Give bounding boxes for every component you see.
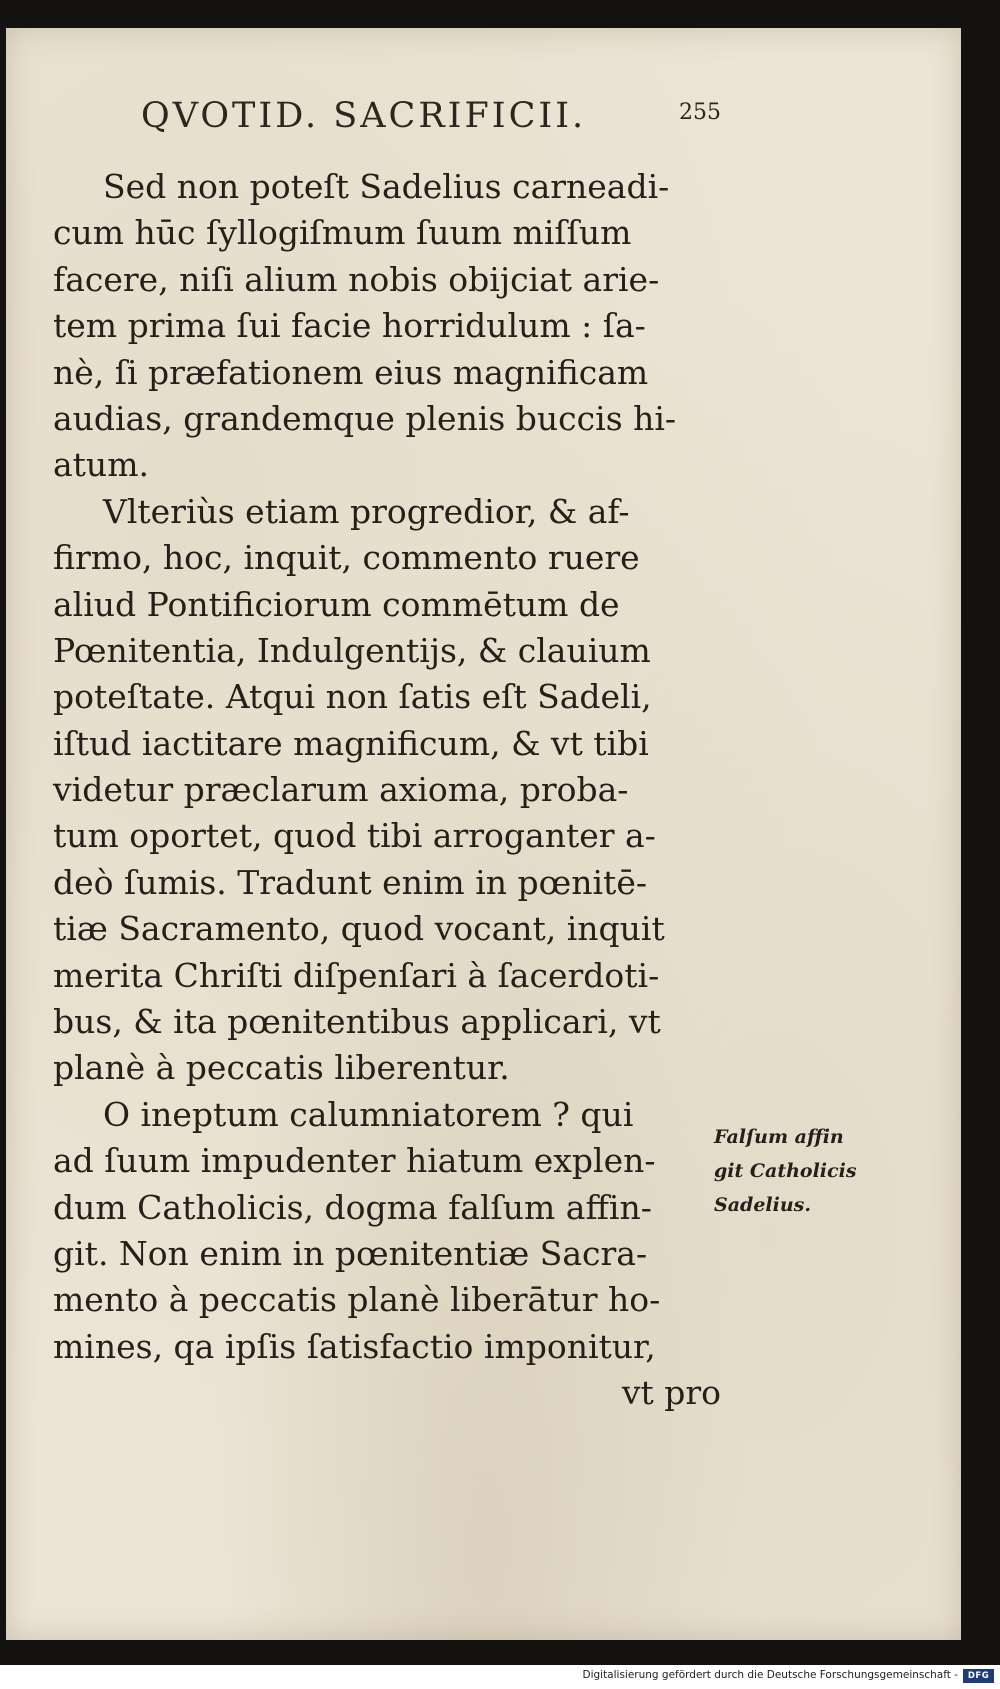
text-line: nè, ſi præfationem eius magnificam: [53, 352, 649, 392]
marginal-note-line: Falſum affin: [714, 1126, 844, 1148]
text-line: facere, niſi alium nobis obijciat arie-: [53, 259, 660, 299]
catchword: vt pro: [621, 1373, 721, 1413]
text-line: poteſtate. Atqui non ſatis eſt Sadeli,: [53, 677, 652, 717]
text-line: firmo, hoc, inquit, commento ruere: [53, 538, 640, 578]
text-line: deò ſumis. Tradunt enim in pœnitē-: [53, 862, 647, 902]
footer-bar: [0, 1665, 1000, 1689]
text-line: mento à peccatis planè liberātur ho-: [53, 1280, 661, 1320]
footer-credit: Digitalisierung gefördert durch die Deutsche Forschungsgemeinschaft -: [582, 1669, 958, 1681]
book-page: [6, 28, 961, 1640]
running-head-title: QVOTID. SACRIFICII.: [141, 96, 587, 136]
marginal-note-line: git Catholicis: [714, 1160, 857, 1182]
text-line: Sed non poteſt Sadelius carneadi-: [103, 167, 670, 206]
text-line: mines, qa ipſis ſatisfactio imponitur,: [53, 1326, 656, 1366]
text-line: tum oportet, quod tibi arroganter a-: [53, 816, 656, 856]
text-line: Pœnitentia, Indulgentijs, & clauium: [53, 630, 651, 670]
text-line: tem prima ſui facie horridulum : ſa-: [53, 306, 646, 346]
text-line: ad ſuum impudenter hiatum explen-: [53, 1141, 656, 1181]
running-head: [141, 96, 721, 136]
text-line: iſtud iactitare magnificum, & vt tibi: [53, 723, 649, 763]
body-text: [53, 164, 721, 1417]
marginal-note-line: Sadelius.: [714, 1194, 811, 1216]
text-line: audias, grandemque plenis buccis hi-: [53, 398, 677, 438]
page-number: 255: [679, 100, 721, 125]
text-line: dum Catholicis, dogma falſum affin-: [53, 1187, 652, 1227]
text-line: merita Chriſti diſpenſari à ſacerdoti-: [53, 955, 660, 995]
text-line: Vlteriùs etiam progredior, & af-: [103, 491, 630, 531]
dfg-logo: DFG: [963, 1669, 994, 1683]
text-line: O ineptum calumniatorem ? qui: [103, 1094, 634, 1134]
text-line: videtur præclarum axioma, proba-: [53, 770, 629, 810]
text-line: planè à peccatis liberentur.: [53, 1048, 510, 1088]
text-line: tiæ Sacramento, quod vocant, inquit: [53, 909, 665, 949]
marginal-note: [714, 1120, 874, 1222]
text-line: atum.: [53, 445, 149, 485]
text-line: cum hūc ſyllogiſmum ſuum miſſum: [53, 213, 632, 253]
text-line: bus, & ita pœnitentibus applicari, vt: [53, 1002, 661, 1042]
text-line: aliud Pontificiorum commētum de: [53, 584, 620, 624]
text-line: git. Non enim in pœnitentiæ Sacra-: [53, 1233, 648, 1273]
